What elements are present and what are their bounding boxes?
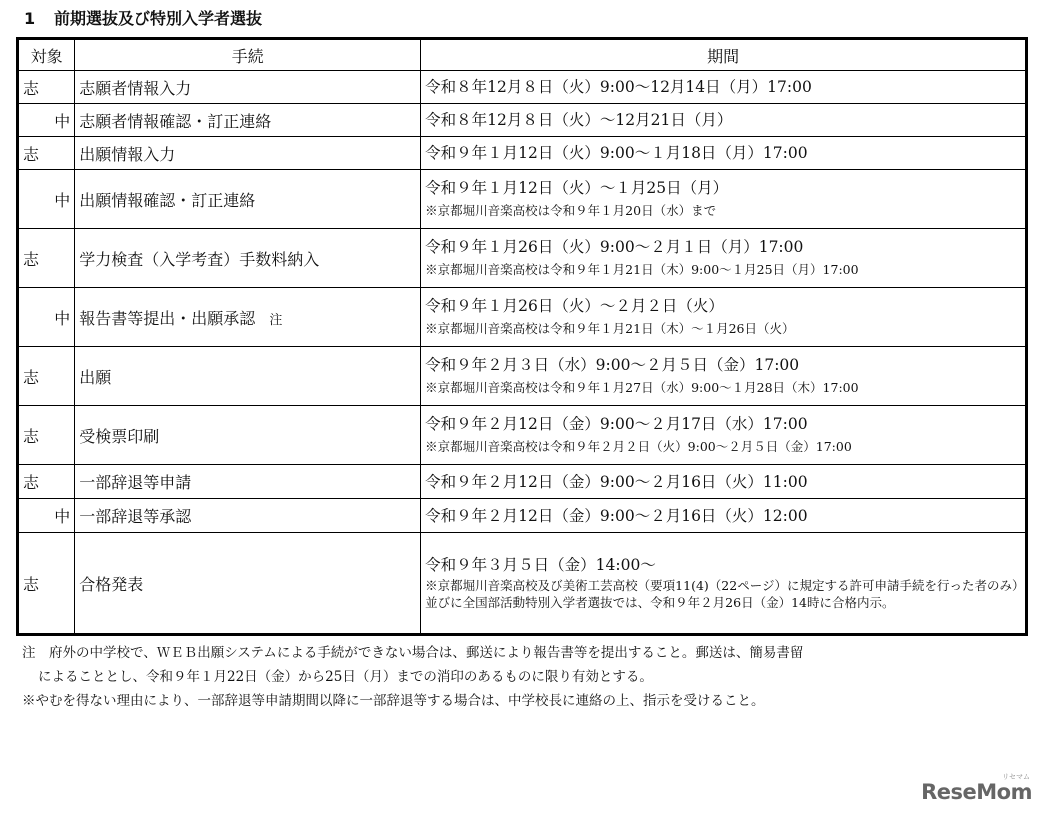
period-text: 令和９年３月５日（金）14:00～ bbox=[425, 555, 656, 574]
period-cell bbox=[421, 465, 1027, 499]
target-cell: 志 bbox=[18, 533, 75, 635]
table-row bbox=[18, 104, 1027, 137]
table-row bbox=[18, 71, 1027, 104]
table-row bbox=[18, 406, 1027, 465]
period-text: 令和８年12月８日（火）～12月21日（月） bbox=[425, 111, 733, 129]
period-text: 令和９年２月12日（金）9:00～２月16日（火）12:00 bbox=[425, 506, 808, 525]
period-text: 令和９年１月12日（火）9:00～１月18日（月）17:00 bbox=[425, 144, 808, 162]
period-cell bbox=[421, 533, 1027, 635]
period-cell bbox=[421, 71, 1027, 104]
table-row bbox=[18, 288, 1027, 347]
procedure-cell: 志願者情報確認・訂正連絡 bbox=[75, 104, 421, 137]
resemom-logo bbox=[914, 770, 1032, 808]
period-cell bbox=[421, 137, 1027, 170]
table-row bbox=[18, 170, 1027, 229]
period-text: 令和９年２月12日（金）9:00～２月16日（火）11:00 bbox=[425, 472, 808, 491]
period-note: ※京都堀川音楽高校は令和９年１月20日（水）まで bbox=[425, 203, 717, 218]
procedure-note-mark: 注 bbox=[269, 312, 283, 328]
footnote-1-line-2: によることとし、令和９年１月22日（金）から25日（月）までの消印のあるものに限り有効とする。 bbox=[38, 669, 653, 685]
period-cell bbox=[421, 229, 1027, 288]
logo-text: ReseMom bbox=[921, 780, 1032, 804]
footnote-1-line-1: 注 府外の中学校で、ＷＥＢ出願システムによる手続ができない場合は、郵送により報告書等を提出すること。郵送は、簡易書留 bbox=[22, 645, 804, 661]
procedure-cell: 志願者情報入力 bbox=[75, 71, 421, 104]
schedule-table bbox=[16, 37, 1028, 636]
period-cell bbox=[421, 170, 1027, 229]
period-cell bbox=[421, 499, 1027, 533]
logo-ruby: リセマム bbox=[1002, 773, 1030, 781]
section-title: 前期選抜及び特別入学者選抜 bbox=[54, 9, 263, 28]
procedure-text: 報告書等提出・出願承認 bbox=[79, 308, 256, 328]
header-procedure: 手続 bbox=[75, 39, 421, 71]
target-cell: 志 bbox=[18, 71, 75, 104]
target-cell: 志 bbox=[18, 229, 75, 288]
table-row bbox=[18, 499, 1027, 533]
procedure-cell bbox=[75, 288, 421, 347]
period-text: 令和９年１月12日（火）～１月25日（月） bbox=[425, 179, 729, 197]
footnote-2: ※やむを得ない理由により、一部辞退等申請期間以降に一部辞退等する場合は、中学校長に連絡の上、指示を受けること。 bbox=[22, 693, 765, 709]
table-row bbox=[18, 137, 1027, 170]
target-cell: 中 bbox=[18, 170, 75, 229]
period-cell bbox=[421, 347, 1027, 406]
target-cell: 中 bbox=[18, 288, 75, 347]
procedure-cell: 出願情報入力 bbox=[75, 137, 421, 170]
target-cell: 中 bbox=[18, 104, 75, 137]
procedure-cell: 学力検査（入学考査）手数料納入 bbox=[75, 229, 421, 288]
period-text: 令和９年２月12日（金）9:00～２月17日（水）17:00 bbox=[425, 415, 808, 433]
period-note: ※京都堀川音楽高校は令和９年１月21日（木）9:00～１月25日（月）17:00 bbox=[425, 262, 859, 277]
target-cell: 中 bbox=[18, 499, 75, 533]
period-note: ※京都堀川音楽高校は令和９年１月21日（木）～１月26日（火） bbox=[425, 321, 795, 336]
section-number: 1 bbox=[24, 9, 36, 28]
procedure-cell: 合格発表 bbox=[75, 533, 421, 635]
target-cell: 志 bbox=[18, 347, 75, 406]
procedure-cell: 受検票印刷 bbox=[75, 406, 421, 465]
header-target: 対象 bbox=[18, 39, 75, 71]
procedure-cell: 一部辞退等申請 bbox=[75, 465, 421, 499]
period-cell bbox=[421, 288, 1027, 347]
period-text: 令和９年１月26日（火）～２月２日（火） bbox=[425, 297, 724, 315]
table-header-row bbox=[18, 39, 1027, 71]
target-cell: 志 bbox=[18, 465, 75, 499]
procedure-cell: 出願 bbox=[75, 347, 421, 406]
period-note: ※京都堀川音楽高校及び美術工芸高校（要項11(4)（22ページ）に規定する許可申請手続を行った者のみ）並びに全国部活動特別入学者選抜では、令和９年２月26日（金）14時に合格内示。 bbox=[425, 577, 1019, 610]
table-row bbox=[18, 465, 1027, 499]
period-note: ※京都堀川音楽高校は令和９年２月２日（火）9:00～２月５日（金）17:00 bbox=[425, 439, 852, 454]
target-cell: 志 bbox=[18, 137, 75, 170]
period-cell bbox=[421, 406, 1027, 465]
footnotes bbox=[22, 641, 1032, 713]
period-text: 令和８年12月８日（火）9:00～12月14日（月）17:00 bbox=[425, 78, 812, 96]
header-period: 期間 bbox=[421, 39, 1027, 71]
table-row bbox=[18, 533, 1027, 635]
table-row bbox=[18, 347, 1027, 406]
period-text: 令和９年２月３日（水）9:00～２月５日（金）17:00 bbox=[425, 356, 800, 374]
target-cell: 志 bbox=[18, 406, 75, 465]
section-heading bbox=[24, 4, 262, 34]
procedure-cell: 一部辞退等承認 bbox=[75, 499, 421, 533]
period-text: 令和９年１月26日（火）9:00～２月１日（月）17:00 bbox=[425, 238, 804, 256]
table-row bbox=[18, 229, 1027, 288]
period-note: ※京都堀川音楽高校は令和９年１月27日（水）9:00～１月28日（木）17:00 bbox=[425, 380, 859, 395]
period-cell bbox=[421, 104, 1027, 137]
procedure-cell: 出願情報確認・訂正連絡 bbox=[75, 170, 421, 229]
